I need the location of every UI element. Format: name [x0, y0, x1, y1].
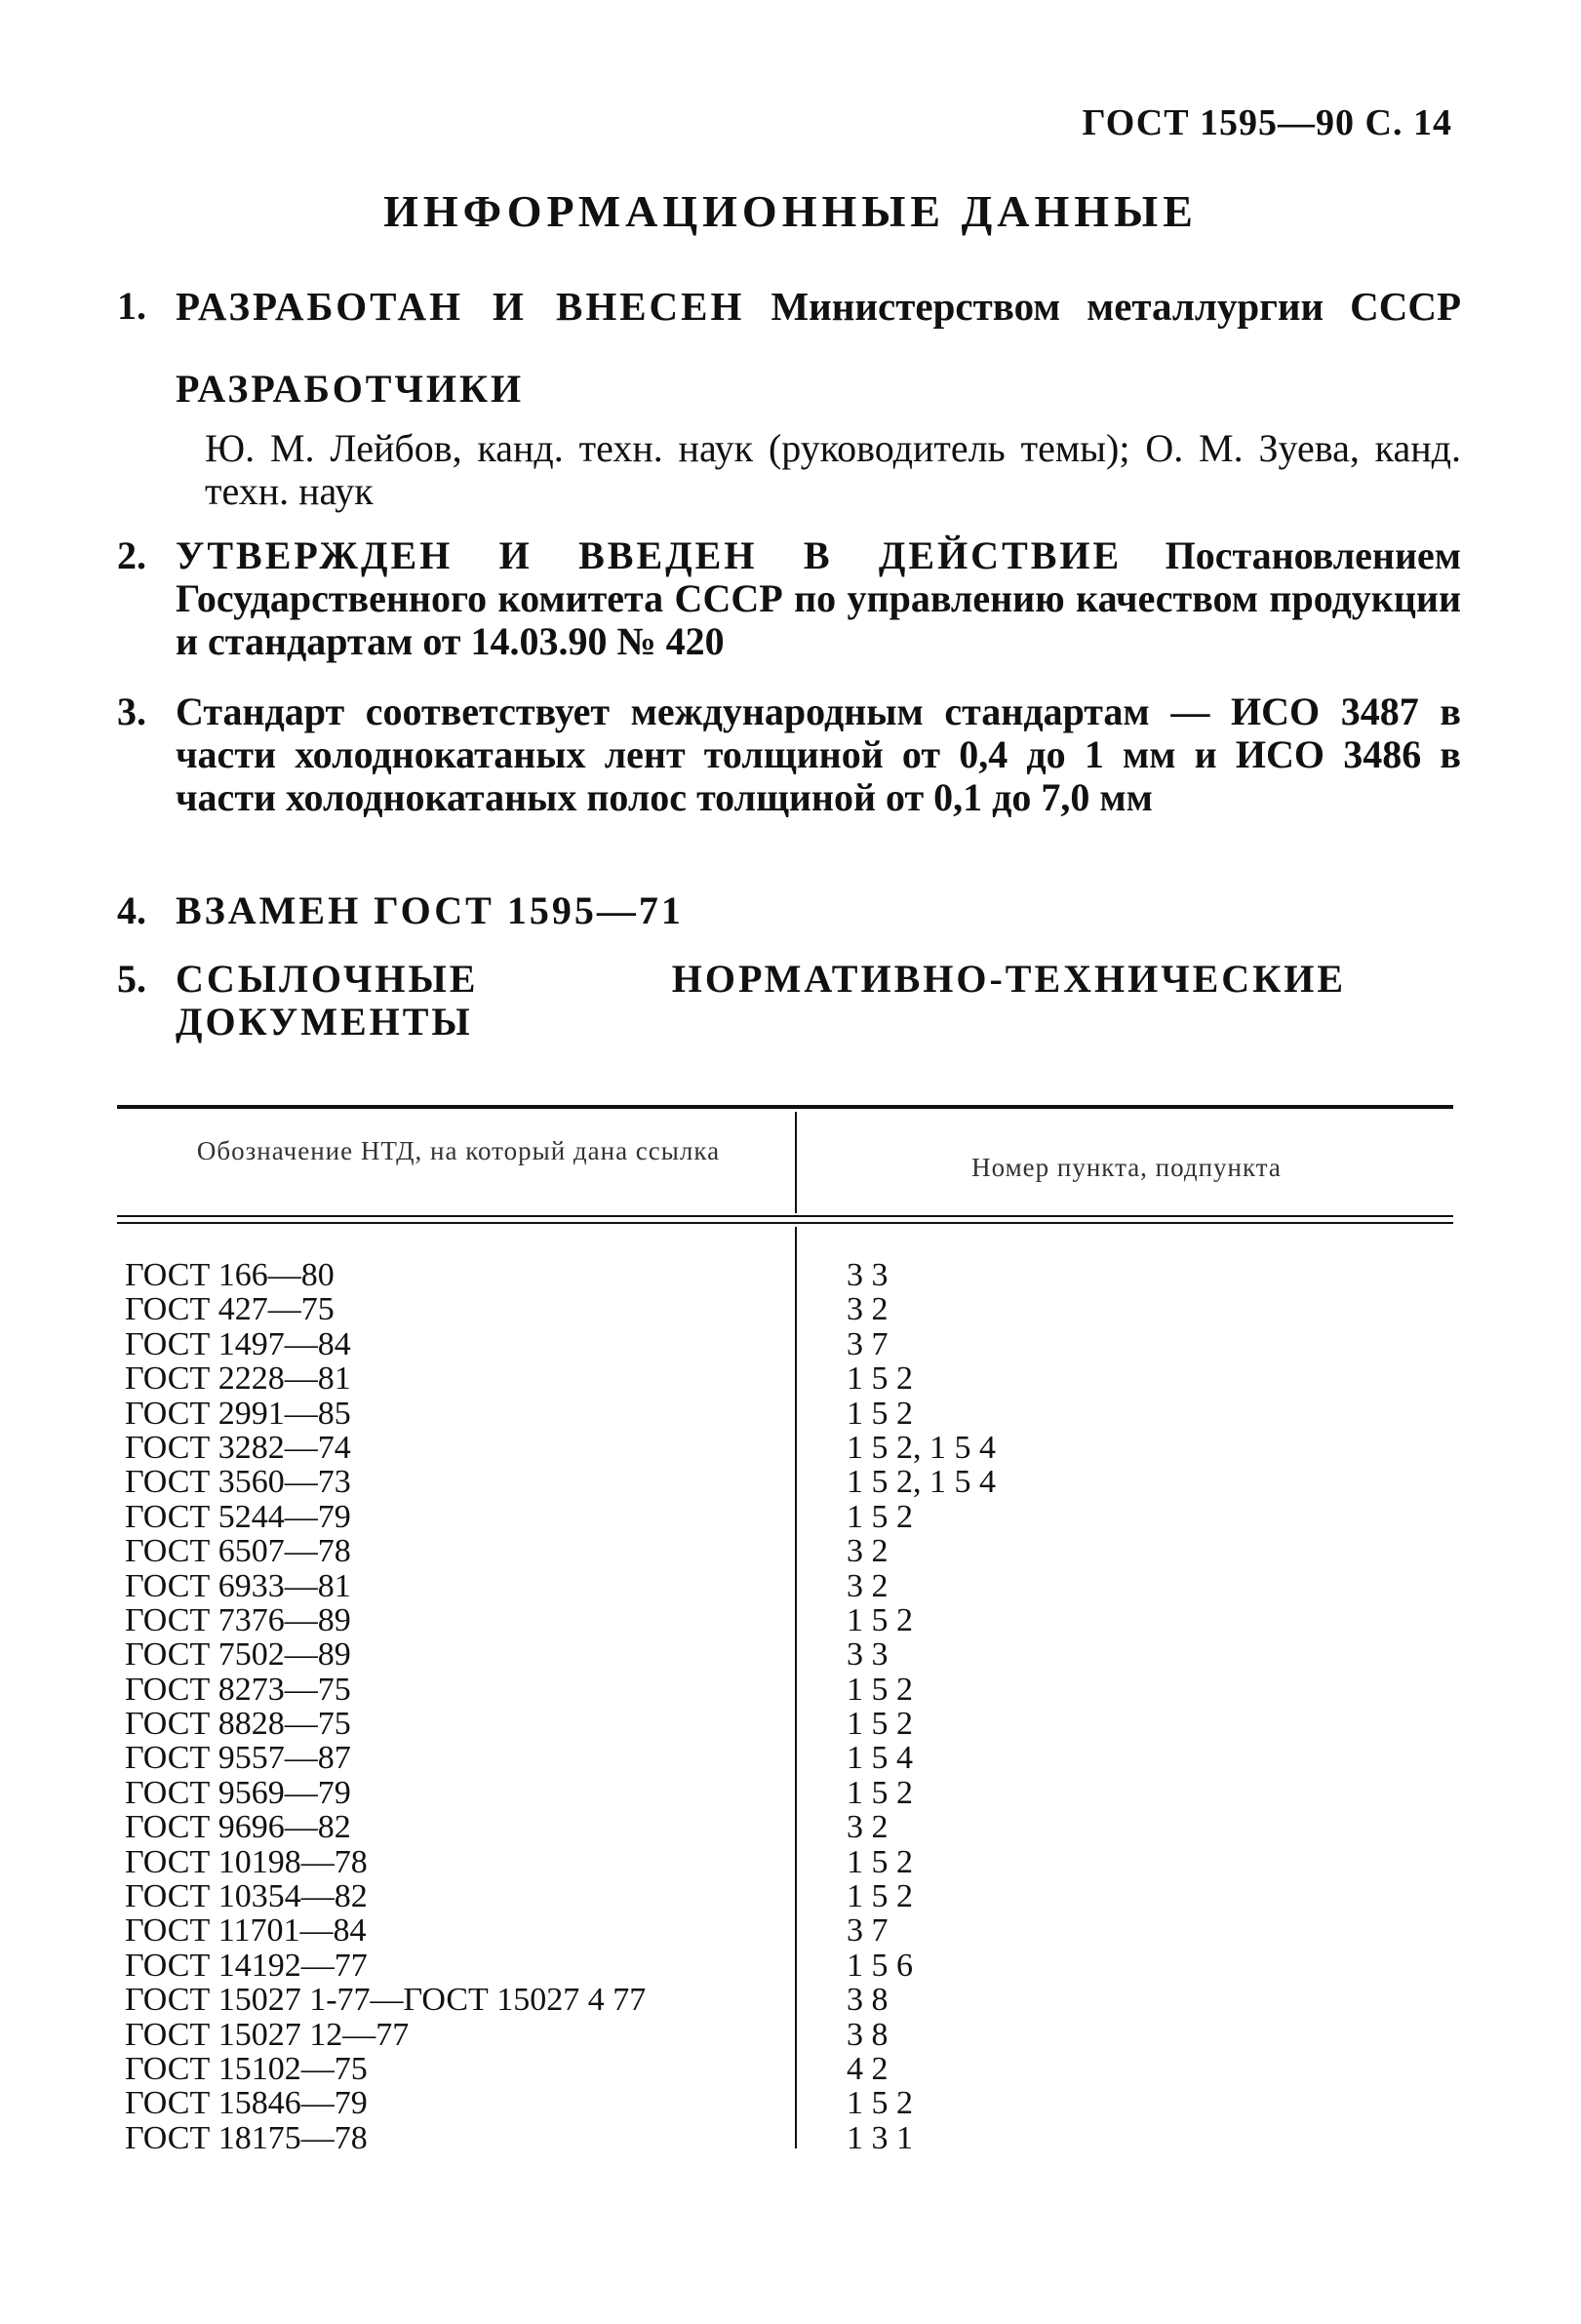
table-header-rule-1: [117, 1215, 1453, 1217]
table-row-designation: ГОСТ 6933—81: [125, 1567, 351, 1604]
table-row-designation: ГОСТ 166—80: [125, 1257, 335, 1293]
table-row-clause: 1 5 2: [847, 1671, 913, 1708]
item-2-text: Постановлением Государственного комитета СССР по управлению качеством продукции и стандартам от 14.03.90 № 420: [176, 533, 1461, 663]
table-row-designation: ГОСТ 15846—79: [125, 2085, 368, 2122]
item-4-number: 4.: [117, 888, 146, 932]
table-row-clause: 1 5 2: [847, 1360, 913, 1398]
table-row-designation: ГОСТ 9696—82: [125, 1809, 351, 1846]
item-2-caps: УТВЕРЖДЕН И ВВЕДЕН В ДЕЙСТВИЕ: [176, 533, 1123, 577]
item-1-caps: РАЗРАБОТАН И ВНЕСЕН: [176, 284, 745, 329]
table-header-rule-2: [117, 1222, 1453, 1224]
item-1-number: 1.: [117, 284, 146, 328]
table-col-designations: [125, 1258, 788, 2155]
table-row-designation: ГОСТ 15027 1-77—ГОСТ 15027 4 77: [125, 1982, 647, 2019]
table-row-designation: ГОСТ 8828—75: [125, 1706, 351, 1743]
table-col-clauses: [847, 1258, 1432, 2155]
item-5: [117, 958, 1461, 1044]
table-row-clause: 1 5 2: [847, 2085, 913, 2122]
table-row-clause: 1 5 2: [847, 1774, 913, 1811]
table-row-designation: ГОСТ 5244—79: [125, 1498, 351, 1535]
table-row-clause: 1 5 2, 1 5 4: [847, 1464, 996, 1501]
item-5-number: 5.: [117, 957, 146, 1001]
table-row-designation: ГОСТ 15027 12—77: [125, 2016, 410, 2053]
table-row-designation: ГОСТ 427—75: [125, 1291, 335, 1328]
table-row-designation: ГОСТ 7502—89: [125, 1636, 351, 1674]
table-row-designation: ГОСТ 3282—74: [125, 1429, 351, 1466]
table-row-clause: 1 3 1: [847, 2119, 913, 2156]
table-row-designation: ГОСТ 8273—75: [125, 1671, 351, 1708]
table-body-divider: [795, 1227, 797, 2148]
table-row-clause: 3 7: [847, 1325, 889, 1362]
table-row-clause: 1 5 2: [847, 1843, 913, 1880]
developers-authors: Ю. М. Лейбов, канд. техн. наук (руководитель темы); О. М. Зуева, канд. техн. наук: [205, 426, 1461, 513]
table-row-clause: 3 7: [847, 1912, 889, 1950]
item-3-text: Стандарт соответствует международным стандартам — ИСО 3487 в части холоднокатаных лент толщиной от 0,4 до 1 мм и ИСО 3486 в части холоднокатаных полос толщиной от 0,1 до 7,0 мм: [176, 689, 1461, 819]
table-col1-header: Обозначение НТД, на который дана ссылка: [196, 1136, 721, 1165]
table-row-designation: ГОСТ 10354—82: [125, 1878, 368, 1915]
table-row-clause: 1 5 2: [847, 1395, 913, 1432]
table-row-designation: ГОСТ 6507—78: [125, 1533, 351, 1570]
page-header: ГОСТ 1595—90 С. 14: [1082, 102, 1452, 143]
table-row-designation: ГОСТ 15102—75: [125, 2050, 368, 2087]
table-row-clause: 3 2: [847, 1567, 889, 1604]
table-row-clause: 3 2: [847, 1809, 889, 1846]
table-row-designation: ГОСТ 2228—81: [125, 1360, 351, 1398]
table-header-divider: [795, 1112, 797, 1213]
item-2-number: 2.: [117, 533, 146, 577]
item-2: [117, 534, 1461, 663]
table-row-designation: ГОСТ 10198—78: [125, 1843, 368, 1880]
table-row-designation: ГОСТ 18175—78: [125, 2119, 368, 2156]
table-row-designation: ГОСТ 2991—85: [125, 1395, 351, 1432]
item-3: [117, 690, 1461, 819]
item-4: [117, 889, 1461, 932]
table-row-clause: 3 2: [847, 1291, 889, 1328]
item-5-text: ССЫЛОЧНЫЕ НОРМАТИВНО-ТЕХНИЧЕСКИЕ ДОКУМЕНТЫ: [176, 957, 1346, 1044]
table-row-clause: 1 5 2, 1 5 4: [847, 1429, 996, 1466]
table-row-designation: ГОСТ 7376—89: [125, 1601, 351, 1638]
table-row-clause: 1 5 4: [847, 1740, 913, 1777]
table-row-clause: 3 2: [847, 1533, 889, 1570]
table-row-clause: 1 5 2: [847, 1706, 913, 1743]
table-row-clause: 3 8: [847, 1982, 889, 2019]
table-row-designation: ГОСТ 3560—73: [125, 1464, 351, 1501]
table-row-clause: 3 3: [847, 1636, 889, 1674]
developers-heading: РАЗРАБОТЧИКИ: [176, 367, 525, 411]
table-row-designation: ГОСТ 1497—84: [125, 1325, 351, 1362]
item-1: [117, 285, 1461, 513]
table-col2-header: Номер пункта, подпункта: [971, 1153, 1282, 1182]
table-row-designation: ГОСТ 9557—87: [125, 1740, 351, 1777]
table-row-clause: 3 3: [847, 1257, 889, 1293]
table-row-designation: ГОСТ 9569—79: [125, 1774, 351, 1811]
table-row-clause: 1 5 2: [847, 1878, 913, 1915]
table-row-clause: 3 8: [847, 2016, 889, 2053]
table-row-designation: ГОСТ 14192—77: [125, 1947, 368, 1984]
table-top-rule: [117, 1105, 1453, 1109]
table-row-clause: 1 5 2: [847, 1601, 913, 1638]
item-4-text: ВЗАМЕН ГОСТ 1595—71: [176, 888, 684, 932]
item-1-text: Министерством металлургии СССР: [771, 284, 1462, 329]
item-3-number: 3.: [117, 689, 146, 733]
table-row-clause: 4 2: [847, 2050, 889, 2087]
table-row-clause: 1 5 2: [847, 1498, 913, 1535]
table-row-designation: ГОСТ 11701—84: [125, 1912, 367, 1950]
page-title: ИНФОРМАЦИОННЫЕ ДАННЫЕ: [383, 186, 1198, 236]
table-row-clause: 1 5 6: [847, 1947, 913, 1984]
